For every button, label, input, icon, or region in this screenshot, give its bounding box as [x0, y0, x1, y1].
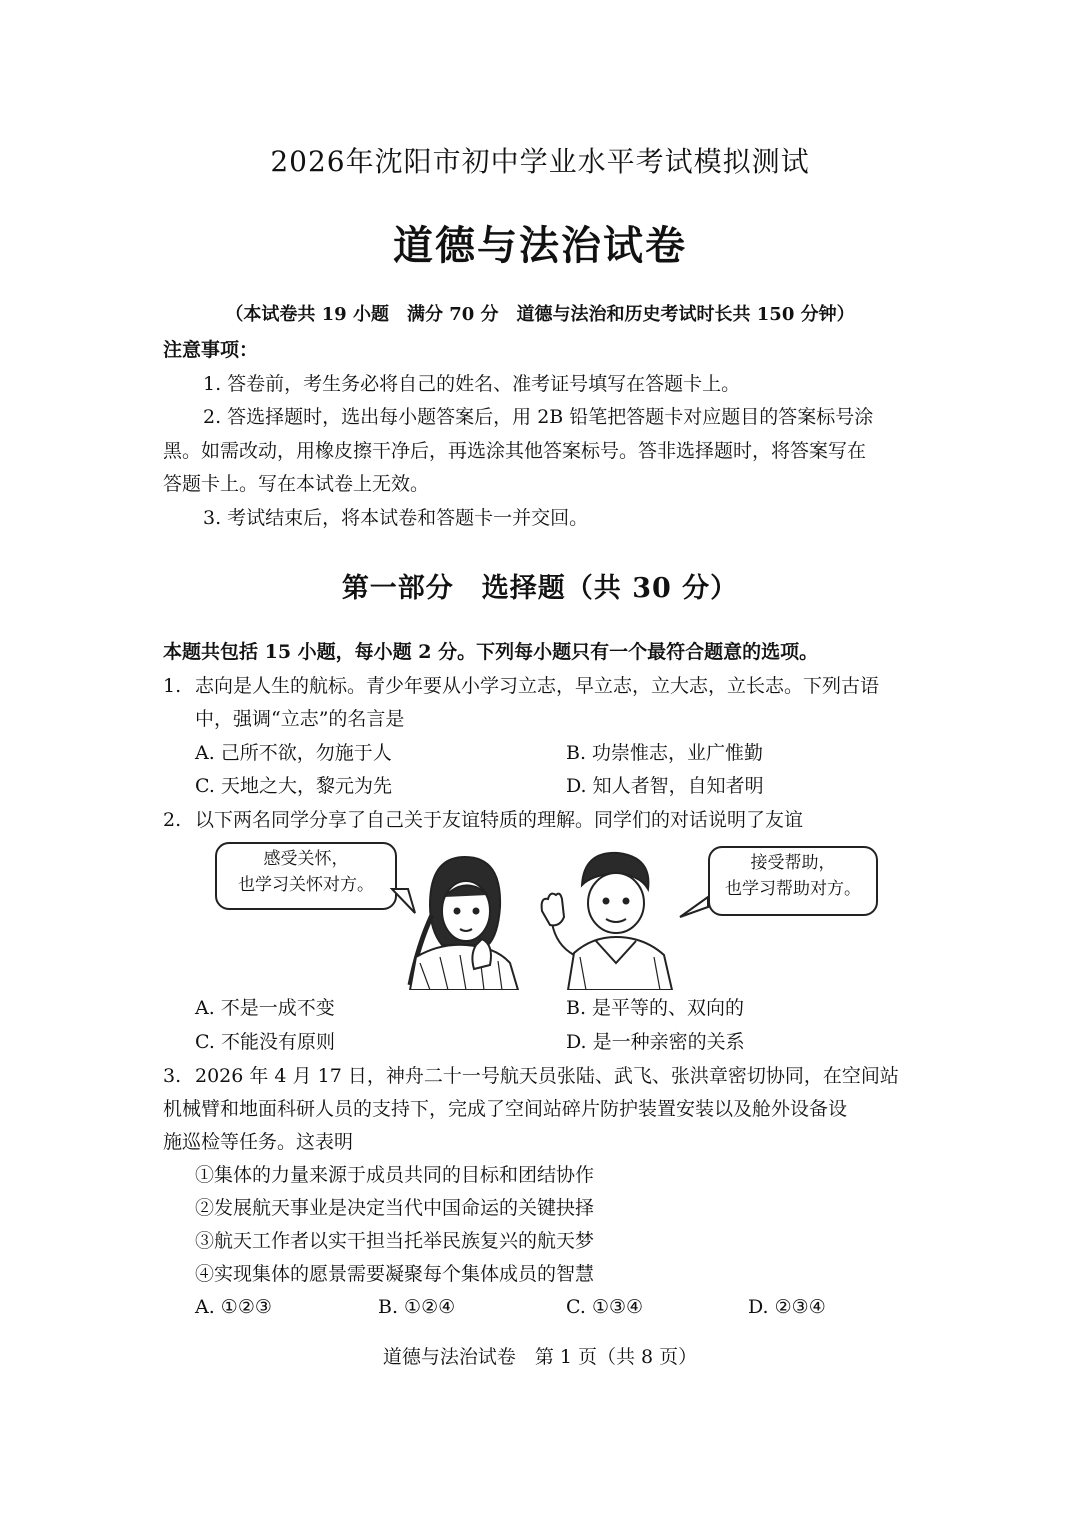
- q3-stem-line-2: 机械臂和地面科研人员的支持下，完成了空间站碎片防护装置安装以及舱外设备设: [163, 1098, 848, 1120]
- q3-option-c: C. ①③④: [566, 1296, 644, 1318]
- q3-number: 3.: [163, 1065, 182, 1087]
- q1-stem-line-1: 志向是人生的航标。青少年要从小学习立志，早立志，立大志，立长志。下列古语: [195, 675, 880, 697]
- girl-figure: [410, 857, 518, 990]
- bubble-right-line-2: 也学习帮助对方。: [725, 879, 861, 899]
- q3-option-d: D. ②③④: [748, 1296, 826, 1318]
- section-instruction: 本题共包括 15 小题，每小题 2 分。下列每小题只有一个最符合题意的选项。: [163, 641, 819, 663]
- notice-item-2-line-2: 黑。如需改动，用橡皮擦干净后，再选涂其他答案标号。答非选择题时，将答案写在: [163, 440, 867, 462]
- q3-statement-3: ③航天工作者以实干担当托举民族复兴的航天梦: [195, 1230, 595, 1252]
- q3-statement-2: ②发展航天事业是决定当代中国命运的关键抉择: [195, 1197, 595, 1219]
- q1-number: 1.: [163, 675, 182, 697]
- q3-option-b: B. ①②④: [378, 1296, 456, 1318]
- q2-option-c: C. 不能没有原则: [195, 1031, 335, 1053]
- friendship-illustration: [370, 845, 720, 990]
- q2-stem: 以下两名同学分享了自己关于友谊特质的理解。同学们的对话说明了友谊: [195, 809, 804, 831]
- q3-stem-line-1: 2026 年 4 月 17 日，神舟二十一号航天员张陆、武飞、张洪章密切协同，在空间站: [195, 1065, 899, 1087]
- notice-item-2-line-1: 2. 答选择题时，选出每小题答案后，用 2B 铅笔把答题卡对应题目的答案标号涂: [203, 406, 874, 428]
- q1-option-c: C. 天地之大，黎元为先: [195, 775, 392, 797]
- bubble-left-line-1: 感受关怀，: [263, 849, 349, 869]
- section-title: 第一部分 选择题（共 30 分）: [341, 573, 739, 604]
- notice-heading: 注意事项：: [163, 339, 259, 361]
- q2-option-b: B. 是平等的、双向的: [566, 997, 745, 1019]
- q1-option-a: A. 己所不欲，勿施于人: [195, 742, 392, 764]
- q2-option-d: D. 是一种亲密的关系: [566, 1031, 745, 1053]
- page-footer: 道德与法治试卷 第 1 页（共 8 页）: [382, 1346, 698, 1368]
- q1-stem-line-2: 中，强调“立志”的名言是: [195, 708, 405, 730]
- q2-number: 2.: [163, 809, 182, 831]
- bubble-right-line-1: 接受帮助，: [750, 853, 836, 873]
- q3-statement-4: ④实现集体的愿景需要凝聚每个集体成员的智慧: [195, 1263, 595, 1285]
- notice-item-2-line-3: 答题卡上。写在本试卷上无效。: [163, 473, 430, 495]
- q3-stem-line-3: 施巡检等任务。这表明: [163, 1131, 354, 1153]
- boy-figure: [542, 853, 672, 990]
- q1-option-b: B. 功崇惟志，业广惟勤: [566, 742, 764, 764]
- paper-info: （本试卷共 19 小题 满分 70 分 道德与法治和历史考试时长共 150 分钟）: [225, 304, 855, 325]
- bubble-left-line-2: 也学习关怀对方。: [238, 875, 374, 895]
- speech-bubble-right: [708, 846, 878, 916]
- q3-option-a: A. ①②③: [195, 1296, 272, 1318]
- q2-option-a: A. 不是一成不变: [195, 997, 335, 1019]
- notice-item-1: 1. 答卷前，考生务必将自己的姓名、准考证号填写在答题卡上。: [203, 373, 741, 395]
- paper-title: 道德与法治试卷: [393, 222, 687, 269]
- notice-item-3: 3. 考试结束后，将本试卷和答题卡一并交回。: [203, 507, 589, 529]
- exam-title: 2026年沈阳市初中学业水平考试模拟测试: [270, 145, 810, 178]
- q1-option-d: D. 知人者智，自知者明: [566, 775, 764, 797]
- q3-statement-1: ①集体的力量来源于成员共同的目标和团结协作: [195, 1164, 595, 1186]
